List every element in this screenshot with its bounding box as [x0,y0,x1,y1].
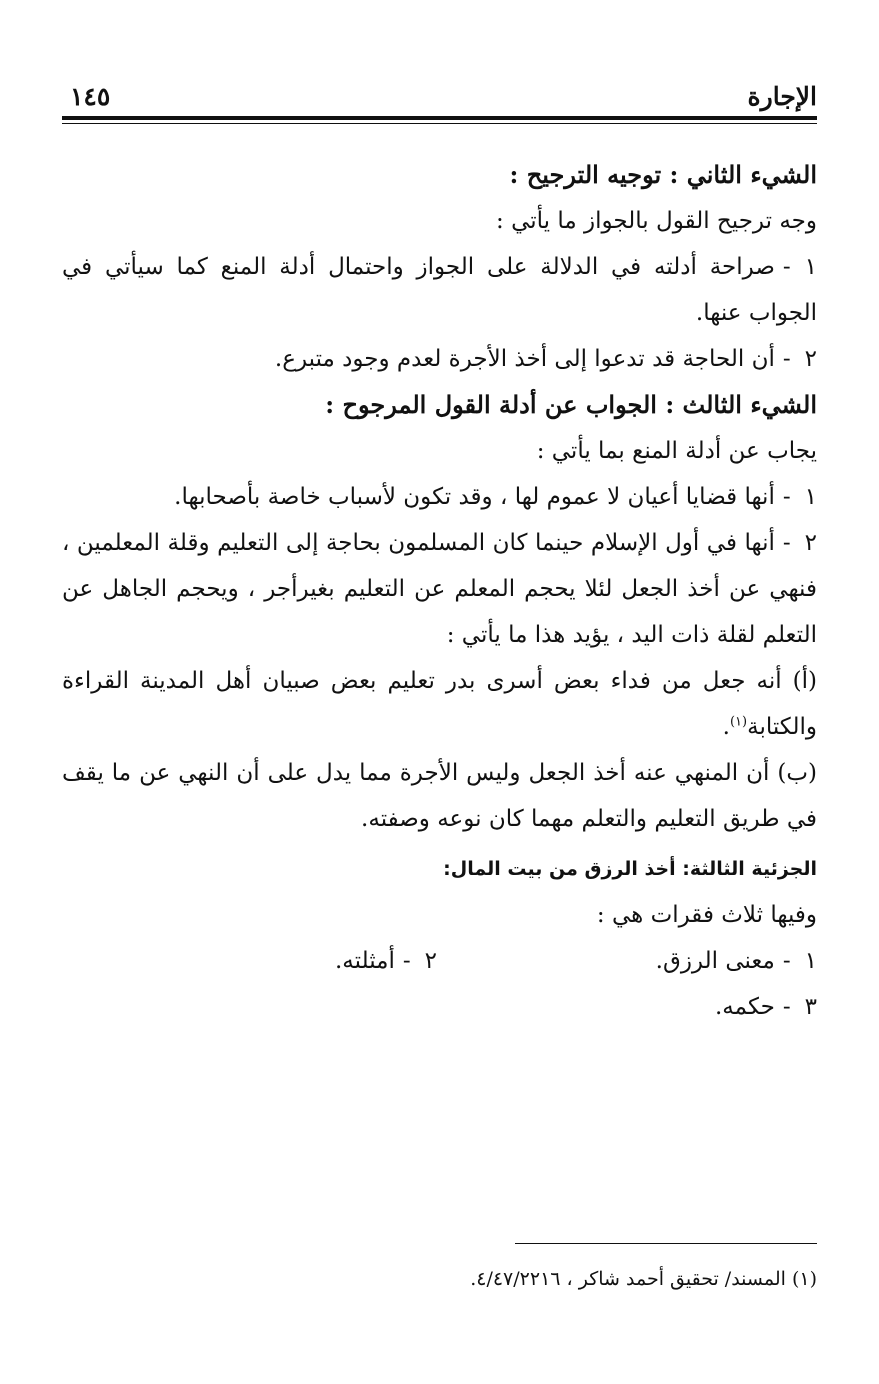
list-dash: - [782,994,791,1020]
intro-paragraph-3: وفيها ثلاث فقرات هي : [596,902,817,928]
list-dash: - [782,254,791,280]
list-item-number: ٢ [424,948,437,974]
footnote-reference[interactable]: (١) [729,714,748,730]
sub-item-b [62,750,817,842]
list-item-1 [62,244,817,336]
intro-paragraph-1: وجه ترجيح القول بالجواز ما يأتي : [496,208,817,234]
list-item-number: ٢ [804,530,817,556]
list-item-text: أن الحاجة قد تدعوا إلى أخذ الأجرة لعدم وجود متبرع. [274,346,775,372]
list-dash: - [782,484,791,510]
header-rule-thick [62,116,817,120]
paragraph-item-1 [656,938,817,984]
sub-item-text: أن المنهي عنه أخذ الجعل وليس الأجرة مما يدل على أن النهي عن ما يقف في طريق التعليم والتعلم مهما كان نوعه وصفته. [62,760,817,832]
footnote-separator [515,1243,817,1244]
list-item-text: أنها قضايا أعيان لا عموم لها ، وقد تكون لأسباب خاصة بأصحابها. [174,484,775,510]
answer-item-2 [62,520,817,658]
list-item-text: أنها في أول الإسلام حينما كان المسلمون بحاجة إلى التعليم وقلة المعلمين ، فنهي عن أخذ الجعل لئلا يحجم المعلم عن التعليم بغيرأجر ، ويحجم الجاهل عن التعلم لقلة ذات اليد ، يؤيد هذا ما يأتي : [62,530,817,648]
list-item-text: أمثلته. [335,948,395,974]
list-item-2 [62,336,817,382]
section-heading: الجزئية الثالثة: أخذ الرزق من بيت المال: [443,858,817,880]
page-number: ١٤٥ [70,82,111,111]
list-item-text: صراحة أدلته في الدلالة على الجواز واحتمال أدلة المنع كما سيأتي في الجواب عنها. [62,254,817,326]
list-item-number: ٢ [804,346,817,372]
list-item-text: معنى الرزق. [655,948,775,974]
list-dash: - [402,948,411,974]
running-title: الإجارة [747,82,817,111]
list-item-number: ١ [804,948,817,974]
list-dash: - [782,530,791,556]
paragraph-item-2 [335,938,437,984]
list-item-text: حكمه. [715,994,775,1020]
intro-paragraph-2: يجاب عن أدلة المنع بما يأتي : [536,438,817,464]
footnote: (١) المسند/ تحقيق أحمد شاكر ، ٤/٤٧/٢٢١٦. [470,1268,817,1290]
sub-item-text: أنه جعل من فداء بعض أسرى بدر تعليم بعض صبيان أهل المدينة القراءة والكتابة [62,668,817,740]
main-text [62,152,817,1030]
sub-item-label: (ب) [777,760,818,786]
heading-second-thing: الشيء الثاني : توجيه الترجيح : [509,160,817,189]
sentence-end: . [722,714,730,740]
header-rule-thin [62,123,817,124]
list-item-number: ٣ [804,994,817,1020]
list-item-number: ١ [804,254,817,280]
answer-item-1 [62,474,817,520]
list-item-number: ١ [804,484,817,510]
list-dash: - [782,948,791,974]
running-header [62,80,817,114]
sub-item-a [62,658,817,750]
paragraph-item-3 [62,984,817,1030]
sub-item-label: (أ) [792,668,817,694]
heading-third-thing: الشيء الثالث : الجواب عن أدلة القول المرجوح : [325,390,817,419]
paragraph-list-row [62,938,817,984]
list-dash: - [782,346,791,372]
